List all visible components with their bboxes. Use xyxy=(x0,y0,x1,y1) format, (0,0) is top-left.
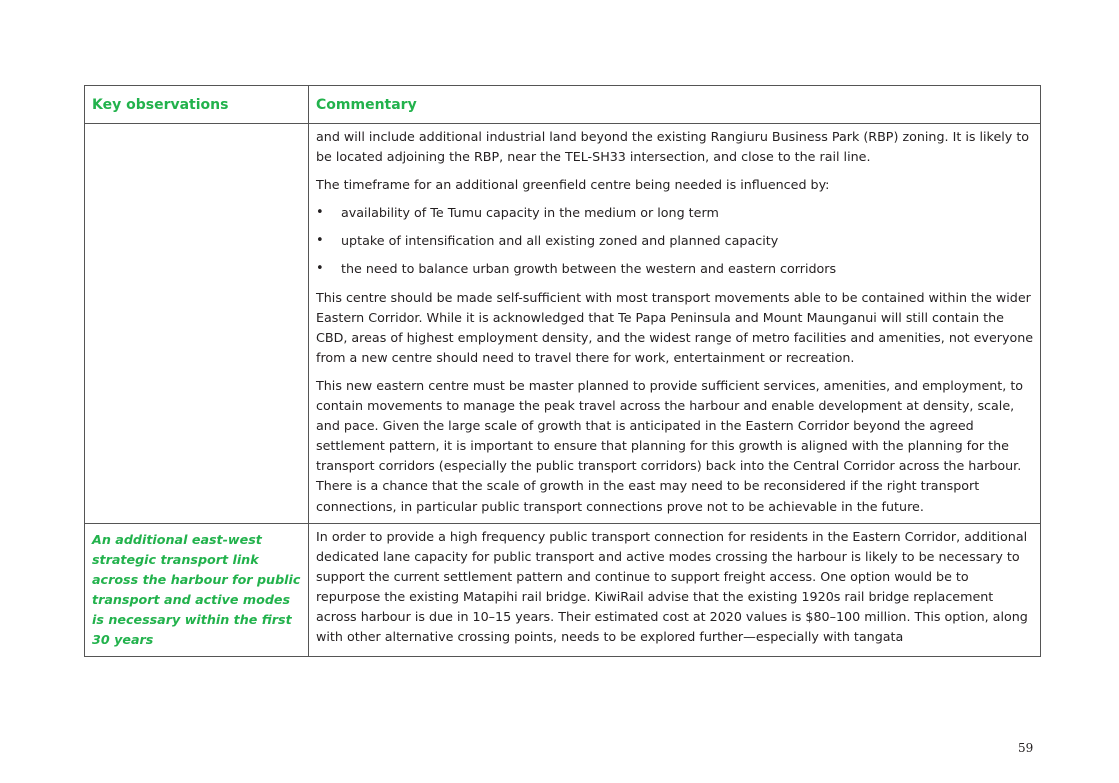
table-header-row xyxy=(85,86,1041,124)
bullet-icon: • xyxy=(316,205,324,221)
bullet-text: availability of Te Tumu capacity in the medium or long term xyxy=(341,205,719,221)
commentary-paragraph: In order to provide a high frequency public transport connection for residents in the Eastern Corridor, additional dedicated lane capacity for public transport and active modes crossing the harbour is likely to be necessary to support the current settlement pattern and continue to support freight access. One option would be to repurpose the existing Matapihi rail bridge. KiwiRail advise that the existing 1920s rail bridge replacement across harbour is due in 10–15 years. Their estimated cost at 2020 values is $80–100 million. This option, along with other alternative crossing points, needs to be explored further—especially with tangata xyxy=(316,528,1028,645)
bullet-item xyxy=(316,259,1034,279)
commentary-paragraph: and will include additional industrial land beyond the existing Rangiuru Business Park (RBP) zoning. It is likely to be located adjoining the RBP, near the TEL-SH33 intersection, and close to the rail line. xyxy=(316,129,1030,165)
commentary-cell xyxy=(309,124,1041,524)
page-number: 59 xyxy=(1018,741,1034,755)
table-row xyxy=(85,523,1041,657)
observation-text: An additional east-west strategic transport link across the harbour for public transport and active modes is necessary within the first 30 years xyxy=(92,531,301,648)
header-commentary: Commentary xyxy=(309,86,1041,124)
commentary-paragraph: This centre should be made self-sufficient with most transport movements able to be contained within the wider Eastern Corridor. While it is acknowledged that Te Papa Peninsula and Mount Maunganui will still contain the CBD, areas of highest employment density, and the widest range of metro facilities and amenities, not everyone from a new centre should need to travel there for work, entertainment or recreation. xyxy=(316,289,1034,365)
observation-cell xyxy=(85,124,309,524)
bullet-list xyxy=(316,203,1034,279)
bullet-text: the need to balance urban growth between the western and eastern corridors xyxy=(341,261,837,277)
bullet-text: uptake of intensification and all existing zoned and planned capacity xyxy=(341,233,779,249)
observation-cell xyxy=(85,523,309,657)
commentary-cell xyxy=(309,523,1041,657)
bullet-icon: • xyxy=(316,233,324,249)
header-key-observations: Key observations xyxy=(85,86,309,124)
commentary-paragraph: The timeframe for an additional greenfield centre being needed is influenced by: xyxy=(316,177,830,193)
commentary-paragraph: This new eastern centre must be master planned to provide sufficient services, amenities, and employment, to contain movements to manage the peak travel across the harbour and enable development at density, scale, and pace. Given the large scale of growth that is anticipated in the Eastern Corridor beyond the agreed settlement pattern, it is important to ensure that planning for this growth is aligned with the planning for the transport corridors (especially the public transport corridors) back into the Central Corridor across the harbour. There is a chance that the scale of growth in the east may need to be reconsidered if the right transport connections, in particular public transport connections prove not to be achievable in the future. xyxy=(316,377,1024,514)
bullet-icon: • xyxy=(316,261,324,277)
table-row xyxy=(85,124,1041,524)
bullet-item xyxy=(316,203,1034,223)
bullet-item xyxy=(316,231,1034,251)
observations-table xyxy=(84,85,1041,657)
